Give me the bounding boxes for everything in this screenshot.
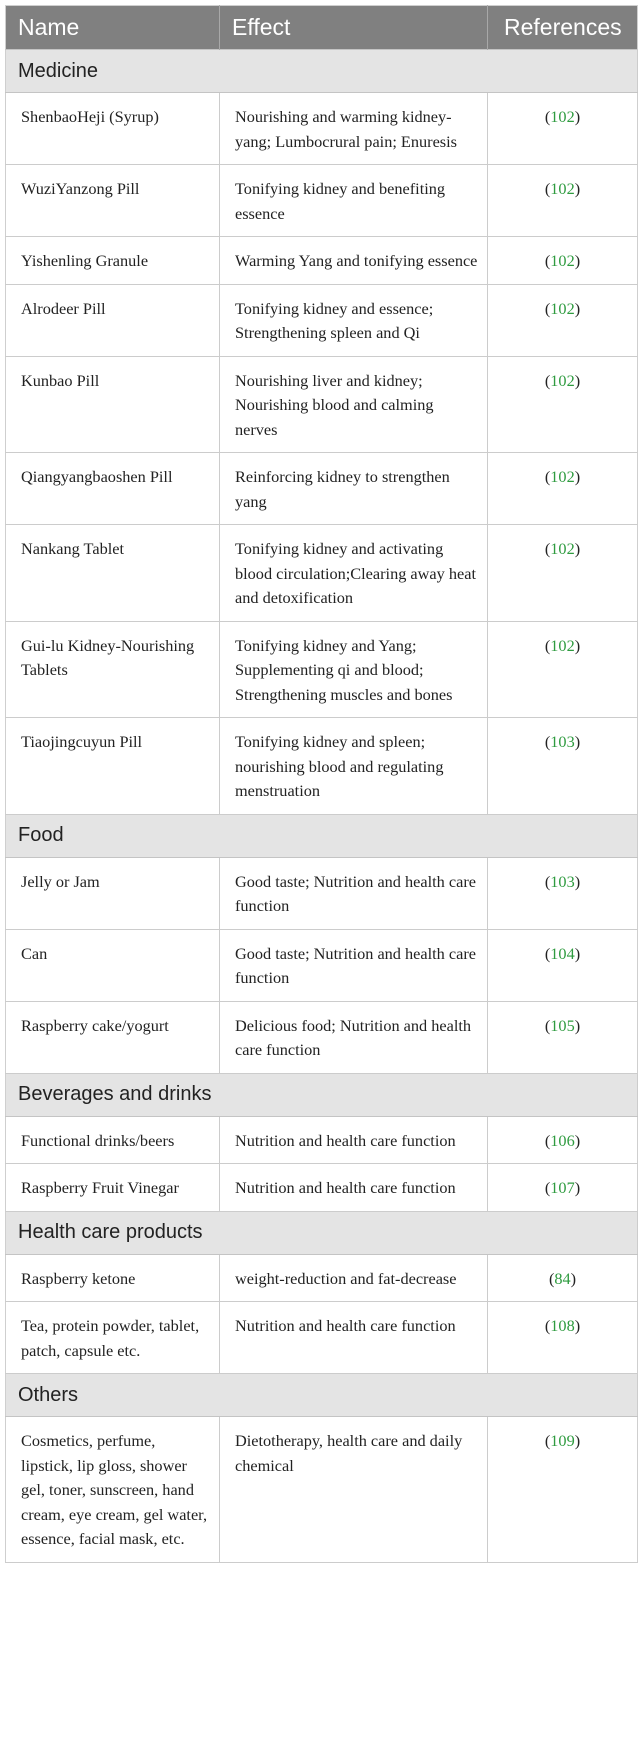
- header-effect: Effect: [220, 6, 488, 50]
- table-row: [6, 1001, 638, 1073]
- section-title: Health care products: [6, 1211, 638, 1254]
- section-title: Others: [6, 1374, 638, 1417]
- product-effect: Tonifying kidney and Yang; Supplementing qi and blood; Strengthening muscles and bones: [220, 621, 488, 718]
- table-row: [6, 93, 638, 165]
- reference-link[interactable]: 103: [550, 871, 575, 891]
- paren-close: ): [574, 732, 581, 751]
- product-effect: Tonifying kidney and spleen; nourishing blood and regulating menstruation: [220, 718, 488, 815]
- table-row: [6, 453, 638, 525]
- reference-link[interactable]: 103: [550, 732, 575, 751]
- reference-cell: [488, 857, 638, 929]
- reference-cell: [488, 93, 638, 165]
- paren-open: (: [544, 1130, 551, 1150]
- paren-close: ): [574, 298, 581, 318]
- paren-open: (: [544, 943, 551, 963]
- product-name: Functional drinks/beers: [6, 1116, 220, 1164]
- product-effect: Tonifying kidney and activating blood circulation;Clearing away heat and detoxification: [220, 525, 488, 622]
- paren-close: ): [570, 1268, 577, 1288]
- product-name: Tea, protein powder, tablet, patch, capsule etc.: [6, 1302, 220, 1374]
- table-header: [6, 6, 638, 50]
- product-name: Raspberry Fruit Vinegar: [6, 1164, 220, 1212]
- paren-close: ): [574, 1130, 581, 1150]
- reference-cell: [488, 453, 638, 525]
- section-row: [6, 814, 638, 857]
- product-effect: Good taste; Nutrition and health care function: [220, 929, 488, 1001]
- reference-cell: [488, 1001, 638, 1073]
- table-row: [6, 857, 638, 929]
- reference-cell: [488, 284, 638, 356]
- paren-open: (: [544, 1431, 551, 1450]
- section-row: [6, 1073, 638, 1116]
- table-row: [6, 284, 638, 356]
- product-effect: Reinforcing kidney to strengthen yang: [220, 453, 488, 525]
- section-title: Food: [6, 814, 638, 857]
- product-effect: Delicious food; Nutrition and health care function: [220, 1001, 488, 1073]
- reference-link[interactable]: 109: [550, 1431, 575, 1450]
- header-references: References: [504, 14, 622, 41]
- reference-link[interactable]: 102: [550, 107, 575, 126]
- product-name: Alrodeer Pill: [6, 284, 220, 356]
- table-row: [6, 718, 638, 815]
- product-name: Kunbao Pill: [6, 356, 220, 453]
- reference-cell: [488, 165, 638, 237]
- table-row: [6, 237, 638, 285]
- paren-open: (: [544, 732, 551, 751]
- reference-cell: [488, 356, 638, 453]
- paren-close: ): [574, 467, 581, 486]
- product-name: Nankang Tablet: [6, 525, 220, 622]
- reference-link[interactable]: 102: [550, 467, 575, 486]
- paren-open: (: [544, 1316, 551, 1335]
- paren-open: (: [544, 1178, 551, 1197]
- reference-cell: [488, 718, 638, 815]
- product-effect: Nutrition and health care function: [220, 1116, 488, 1164]
- reference-link[interactable]: 104: [550, 943, 575, 963]
- paren-close: ): [574, 179, 581, 198]
- product-effect: Nutrition and health care function: [220, 1164, 488, 1212]
- reference-link[interactable]: 102: [550, 370, 575, 390]
- table-row: [6, 621, 638, 718]
- paren-close: ): [574, 1178, 581, 1197]
- reference-link[interactable]: 102: [550, 179, 575, 198]
- section-row: [6, 1211, 638, 1254]
- section-row: [6, 50, 638, 93]
- table-row: [6, 1302, 638, 1374]
- header-row: [6, 6, 638, 50]
- product-effect: Tonifying kidney and essence; Strengthening spleen and Qi: [220, 284, 488, 356]
- table-row: [6, 356, 638, 453]
- paren-close: ): [574, 943, 581, 963]
- reference-cell: [488, 1302, 638, 1374]
- product-name: Raspberry ketone: [6, 1254, 220, 1302]
- reference-link[interactable]: 105: [550, 1015, 575, 1035]
- reference-link[interactable]: 108: [550, 1316, 575, 1335]
- product-effect: Nourishing and warming kidney-yang; Lumbocrural pain; Enuresis: [220, 93, 488, 165]
- product-effect: Nutrition and health care function: [220, 1302, 488, 1374]
- reference-cell: [488, 237, 638, 285]
- reference-link[interactable]: 84: [554, 1268, 571, 1288]
- table-row: [6, 1164, 638, 1212]
- reference-link[interactable]: 102: [550, 635, 575, 655]
- table-row: [6, 1417, 638, 1563]
- table-row: [6, 1254, 638, 1302]
- reference-link[interactable]: 106: [550, 1130, 575, 1150]
- paren-close: ): [574, 251, 581, 270]
- paren-close: ): [574, 1431, 581, 1450]
- paren-close: ): [574, 1316, 581, 1335]
- paren-open: (: [544, 635, 551, 655]
- product-name: Tiaojingcuyun Pill: [6, 718, 220, 815]
- reference-cell: [488, 525, 638, 622]
- product-name: Can: [6, 929, 220, 1001]
- section-row: [6, 1374, 638, 1417]
- paren-open: (: [544, 871, 551, 891]
- header-name: Name: [6, 6, 220, 50]
- paren-close: ): [574, 871, 581, 891]
- reference-cell: [488, 1164, 638, 1212]
- table-body: [6, 50, 638, 1563]
- paren-close: ): [574, 1015, 581, 1035]
- product-effect: Good taste; Nutrition and health care function: [220, 857, 488, 929]
- reference-cell: [488, 929, 638, 1001]
- paren-open: (: [544, 179, 551, 198]
- table-row: [6, 165, 638, 237]
- reference-cell: [488, 1116, 638, 1164]
- product-name: Jelly or Jam: [6, 857, 220, 929]
- product-name: WuziYanzong Pill: [6, 165, 220, 237]
- paren-open: (: [544, 107, 551, 126]
- reference-link[interactable]: 102: [550, 251, 575, 270]
- reference-cell: [488, 1417, 638, 1563]
- paren-open: (: [544, 467, 551, 486]
- product-name: ShenbaoHeji (Syrup): [6, 93, 220, 165]
- paren-close: ): [574, 539, 581, 558]
- paren-close: ): [574, 107, 581, 126]
- reference-link[interactable]: 102: [550, 539, 575, 558]
- product-name: Yishenling Granule: [6, 237, 220, 285]
- product-name: Qiangyangbaoshen Pill: [6, 453, 220, 525]
- paren-open: (: [544, 539, 551, 558]
- paren-close: ): [574, 635, 581, 655]
- product-effect: Warming Yang and tonifying essence: [220, 237, 488, 285]
- section-title: Medicine: [6, 50, 638, 93]
- reference-cell: [488, 1254, 638, 1302]
- table-row: [6, 929, 638, 1001]
- reference-link[interactable]: 102: [550, 298, 575, 318]
- product-effect: Tonifying kidney and benefiting essence: [220, 165, 488, 237]
- paren-open: (: [544, 370, 551, 390]
- products-table: [5, 5, 638, 1563]
- reference-cell: [488, 621, 638, 718]
- paren-open: (: [544, 298, 551, 318]
- table-row: [6, 525, 638, 622]
- product-name: Cosmetics, perfume, lipstick, lip gloss, shower gel, toner, sunscreen, hand cream, eye cream, gel water, essence, facial mask, etc.: [6, 1417, 220, 1563]
- product-effect: Dietotherapy, health care and daily chemical: [220, 1417, 488, 1563]
- product-name: Raspberry cake/yogurt: [6, 1001, 220, 1073]
- paren-open: (: [544, 1015, 551, 1035]
- paren-open: (: [548, 1268, 555, 1288]
- paren-close: ): [574, 370, 581, 390]
- product-effect: Nourishing liver and kidney; Nourishing blood and calming nerves: [220, 356, 488, 453]
- paren-open: (: [544, 251, 551, 270]
- reference-link[interactable]: 107: [550, 1178, 575, 1197]
- product-effect: weight-reduction and fat-decrease: [220, 1254, 488, 1302]
- table-row: [6, 1116, 638, 1164]
- product-name: Gui-lu Kidney-Nourishing Tablets: [6, 621, 220, 718]
- section-title: Beverages and drinks: [6, 1073, 638, 1116]
